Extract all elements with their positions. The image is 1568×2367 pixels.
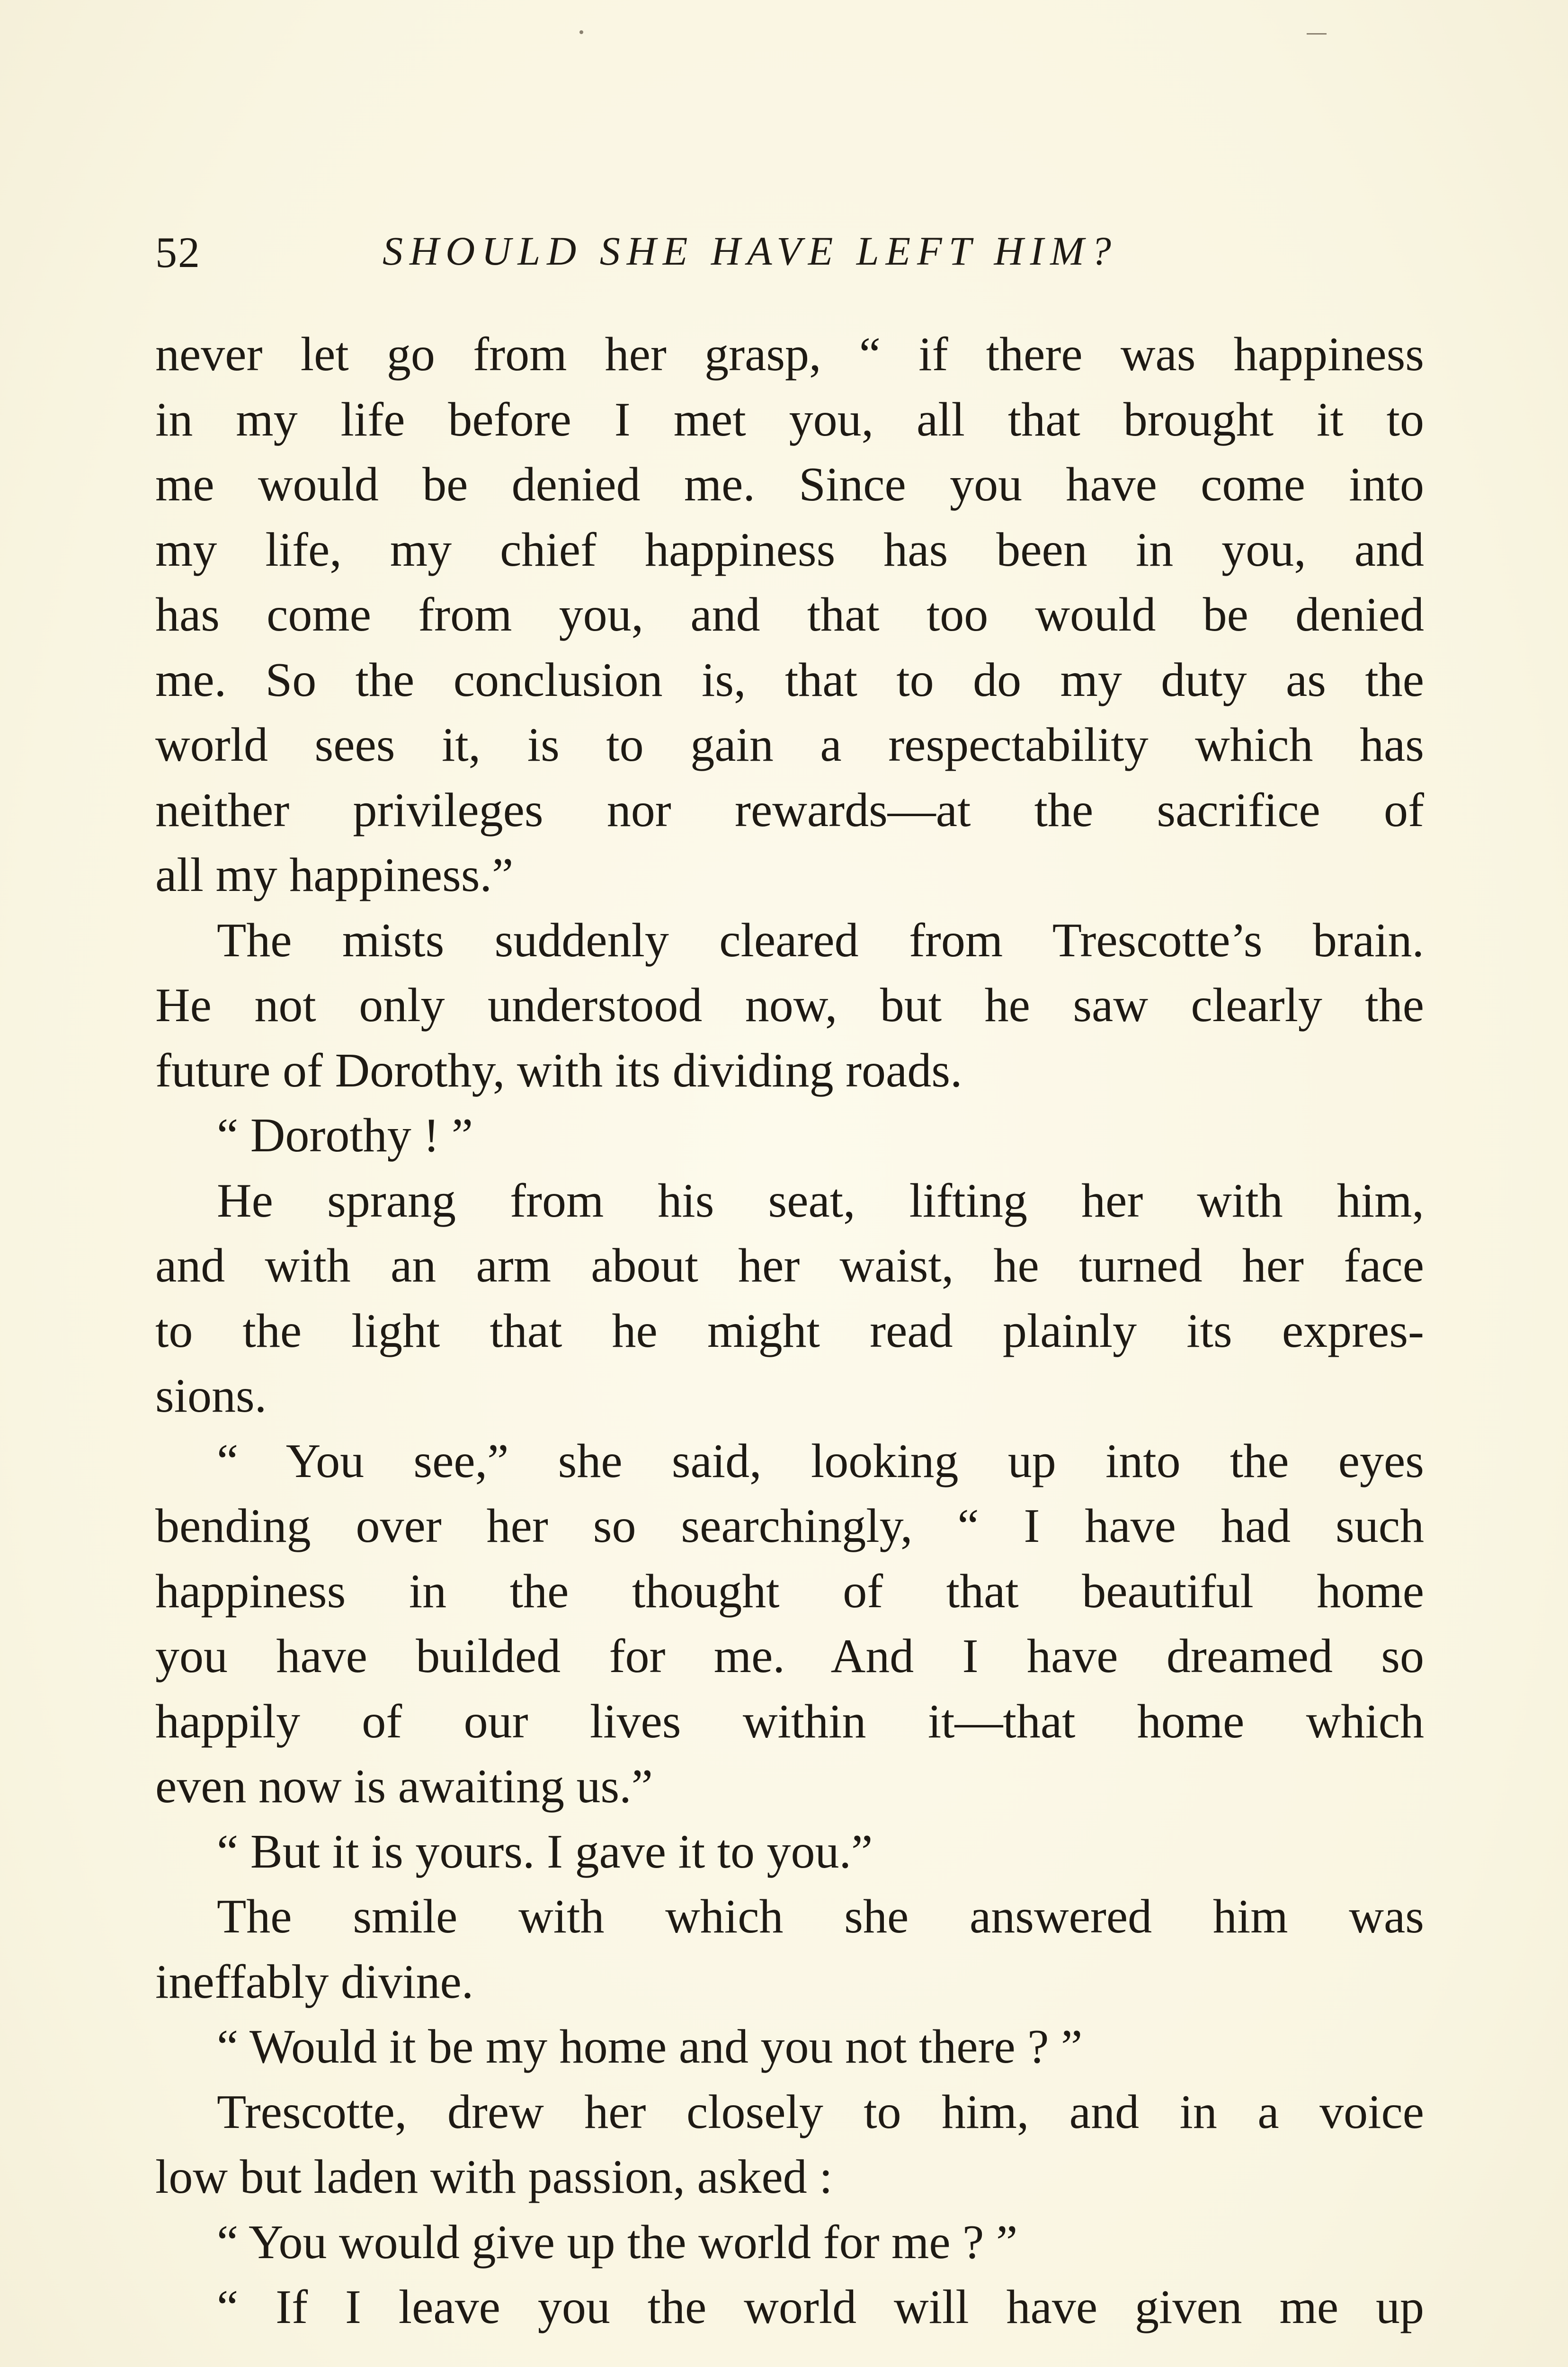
text-line: to the light that he might read plainly its expres-	[155, 1304, 1424, 1358]
paragraph	[155, 2014, 1424, 2080]
paragraph	[155, 1103, 1424, 1168]
text-line: neither privileges nor rewards—at the sacrifice of	[155, 783, 1424, 837]
text-line: happily of our lives within it—that home which	[155, 1694, 1424, 1748]
body-text	[155, 322, 1424, 2340]
running-head: SHOULD SHE HAVE LEFT HIM?	[383, 228, 1118, 274]
paragraph	[155, 1819, 1424, 1885]
paragraph	[155, 908, 1424, 1103]
text-line: you have builded for me. And I have dreamed so	[155, 1629, 1424, 1683]
paragraph	[155, 2210, 1424, 2275]
text-line: and with an arm about her waist, he turned her face	[155, 1239, 1424, 1292]
page-speck	[579, 30, 583, 34]
text-line: even now is awaiting us.”	[155, 1760, 653, 1813]
text-line: He sprang from his seat, lifting her with him,	[217, 1174, 1424, 1228]
text-line: “ But it is yours. I gave it to you.”	[217, 1824, 873, 1878]
text-line: my life, my chief happiness has been in you, and	[155, 523, 1424, 577]
text-line: He not only understood now, but he saw clearly the	[155, 979, 1424, 1032]
paragraph	[155, 2080, 1424, 2210]
paragraph	[155, 2275, 1424, 2340]
text-line: “ You would give up the world for me ? ”	[217, 2215, 1018, 2269]
text-line: sions.	[155, 1369, 267, 1423]
text-line: bending over her so searchingly, “ I have had such	[155, 1499, 1424, 1553]
text-line: happiness in the thought of that beautiful home	[155, 1564, 1424, 1618]
text-line: “ Dorothy ! ”	[217, 1109, 473, 1162]
text-line: “ Would it be my home and you not there ? ”	[217, 2020, 1083, 2073]
page-number: 52	[155, 228, 201, 276]
text-line: world sees it, is to gain a respectability which has	[155, 718, 1424, 772]
text-line: The smile with which she answered him was	[217, 1890, 1424, 1943]
text-line: me. So the conclusion is, that to do my duty as the	[155, 653, 1424, 707]
text-line: The mists suddenly cleared from Trescotte’s brain.	[217, 913, 1424, 967]
text-line: has come from you, and that too would be denied	[155, 588, 1424, 641]
page-header	[155, 222, 1424, 294]
text-line: future of Dorothy, with its dividing roads.	[155, 1043, 962, 1097]
paragraph	[155, 1168, 1424, 1429]
text-line: never let go from her grasp, “ if there was happiness	[155, 328, 1424, 381]
text-line: “ You see,” she said, looking up into the eyes	[217, 1434, 1424, 1488]
page-speck	[1307, 33, 1327, 35]
text-line: low but laden with passion, asked :	[155, 2150, 833, 2204]
text-line: in my life before I met you, all that brought it to	[155, 392, 1424, 446]
text-line: me would be denied me. Since you have come into	[155, 458, 1424, 511]
text-line: Trescotte, drew her closely to him, and in a voice	[217, 2085, 1424, 2139]
paragraph	[155, 1429, 1424, 1819]
paragraph	[155, 322, 1424, 908]
text-line: “ If I leave you the world will have given me up	[217, 2280, 1424, 2334]
paragraph	[155, 1884, 1424, 2014]
text-line: ineffably divine.	[155, 1955, 474, 2009]
text-line: all my happiness.”	[155, 848, 514, 902]
